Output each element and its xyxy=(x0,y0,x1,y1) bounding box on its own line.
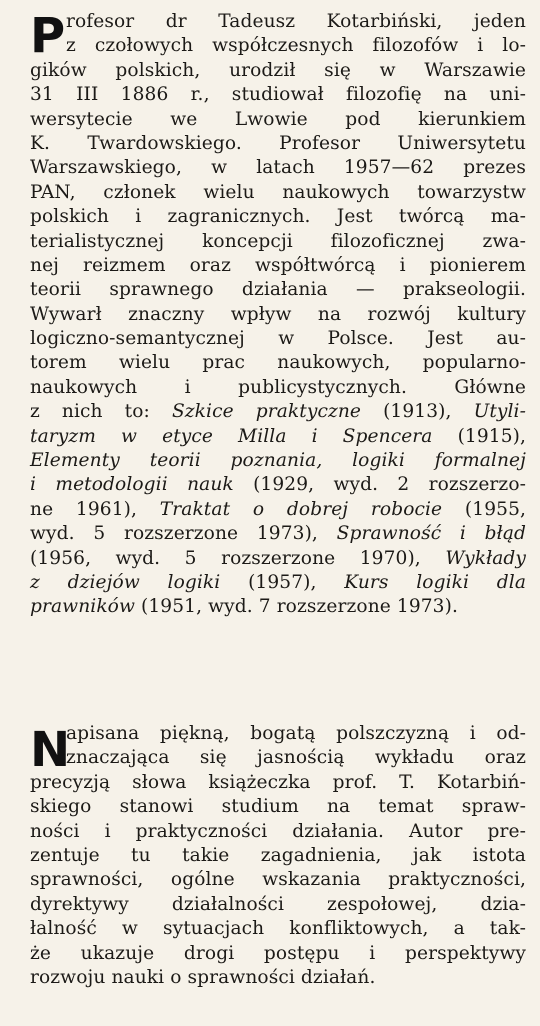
line-text: logiczno-semantycznej w Polsce. Jest au- xyxy=(30,328,526,350)
line-text: naukowych i publicystycznych. Główne xyxy=(30,376,526,398)
line-text: (1913), xyxy=(383,401,452,423)
book-title: Elementy teorii poznania, logiki formalnej xyxy=(30,450,526,472)
text-line xyxy=(30,547,526,571)
text-line xyxy=(30,771,526,795)
text-line xyxy=(30,522,526,546)
line-text: ności i praktyczności działania. Autor pre- xyxy=(30,820,526,842)
line-text: (1955, xyxy=(464,498,527,520)
line-text: z nich to: xyxy=(30,401,150,423)
text-line xyxy=(30,303,526,327)
text-line xyxy=(30,844,526,868)
line-text: torem wielu prac naukowych, popularno- xyxy=(30,352,526,374)
line-text: terialistycznej koncepcji filozoficznej zwa- xyxy=(30,230,526,252)
text-line xyxy=(30,966,526,990)
line-text: (1956, wyd. 5 rozszerzone 1970), xyxy=(30,547,421,569)
book-title: Wykłady xyxy=(445,547,527,569)
text-line xyxy=(30,449,526,473)
text-line xyxy=(30,942,526,966)
book-title: i metodologii nauk xyxy=(30,474,234,496)
line-text: K. Twardowskiego. Profesor Uniwersytetu xyxy=(30,132,526,154)
text-line xyxy=(30,181,526,205)
line-text: (1915), xyxy=(457,425,527,447)
line-text: rozwoju nauki o sprawności działań. xyxy=(30,966,376,988)
line-text: sprawności, ogólne wskazania praktyczności, xyxy=(30,869,526,891)
author-bio-paragraph xyxy=(30,10,526,620)
text-line xyxy=(30,917,526,941)
line-text: znaczająca się jasnością wykładu oraz xyxy=(66,747,526,769)
text-line xyxy=(30,746,526,770)
line-text: Warszawskiego, w latach 1957—62 prezes xyxy=(30,157,526,179)
line-text: polskich i zagranicznych. Jest twórcą ma- xyxy=(30,206,526,228)
line-text: z czołowych współczesnych filozofów i lo- xyxy=(66,35,526,57)
line-text: rofesor dr Tadeusz Kotarbiński, jeden xyxy=(66,11,526,32)
book-title: Traktat o dobrej robocie xyxy=(159,498,443,520)
text-line xyxy=(30,722,526,746)
line-text: dyrektywy działalności zespołowej, dzia- xyxy=(30,893,526,915)
text-line xyxy=(30,156,526,180)
text-line xyxy=(30,254,526,278)
line-text: precyzją słowa książeczka prof. T. Kotarbiń- xyxy=(30,771,526,793)
drop-cap-p: P xyxy=(30,8,66,64)
book-title: Utyli- xyxy=(473,401,526,423)
line-text: łalność w sytuacjach konfliktowych, a tak- xyxy=(30,918,526,940)
text-line xyxy=(30,571,526,595)
text-line xyxy=(30,230,526,254)
line-text: gików polskich, urodził się w Warszawie xyxy=(30,59,526,81)
text-line xyxy=(30,498,526,522)
text-line xyxy=(30,327,526,351)
text-line xyxy=(30,83,526,107)
text-line xyxy=(30,10,526,34)
line-text: 31 III 1886 r., studiował filozofię na uni- xyxy=(30,84,526,106)
book-title: taryzm w etyce Milla i Spencera xyxy=(30,425,433,447)
text-line xyxy=(30,425,526,449)
text-line xyxy=(30,595,526,619)
book-title: Sprawność i błąd xyxy=(336,523,527,545)
line-text: wyd. 5 rozszerzone 1973), xyxy=(30,523,318,545)
book-title: Szkice praktyczne xyxy=(171,401,362,423)
text-line xyxy=(30,868,526,892)
text-line xyxy=(30,132,526,156)
line-text: (1951, wyd. 7 rozszerzone 1973). xyxy=(141,596,458,618)
line-text: ne 1961), xyxy=(30,498,138,520)
text-line xyxy=(30,473,526,497)
line-text: skiego stanowi studium na temat spraw- xyxy=(30,796,526,818)
text-line xyxy=(30,820,526,844)
line-text: zentuje tu takie zagadnienia, jak istota xyxy=(30,844,526,866)
line-text: teorii sprawnego działania — prakseologii. xyxy=(30,279,526,301)
line-text: Wywarł znaczny wpływ na rozwój kultury xyxy=(30,303,526,325)
book-title: prawników xyxy=(30,596,135,618)
text-line xyxy=(30,34,526,58)
text-line xyxy=(30,108,526,132)
line-text: że ukazuje drogi postępu i perspektywy xyxy=(30,942,526,964)
line-text: wersytecie we Lwowie pod kierunkiem xyxy=(30,108,526,130)
book-title: z dziejów logiki xyxy=(30,571,221,593)
line-text: (1957), xyxy=(248,571,317,593)
text-line xyxy=(30,205,526,229)
line-text: (1929, wyd. 2 rozszerzo- xyxy=(253,474,526,496)
drop-cap-n: N xyxy=(30,722,71,778)
line-text: nej reizmem oraz współtwórcą i pionierem xyxy=(30,254,526,276)
line-text: apisana piękną, bogatą polszczyzną i od- xyxy=(66,723,526,744)
text-line xyxy=(30,893,526,917)
book-title: Kurs logiki dla xyxy=(344,571,526,593)
text-line xyxy=(30,400,526,424)
text-line xyxy=(30,278,526,302)
text-line xyxy=(30,351,526,375)
text-line xyxy=(30,795,526,819)
text-line xyxy=(30,59,526,83)
text-line xyxy=(30,376,526,400)
book-description-paragraph xyxy=(30,722,526,990)
line-text: PAN, członek wielu naukowych towarzystw xyxy=(30,181,526,203)
